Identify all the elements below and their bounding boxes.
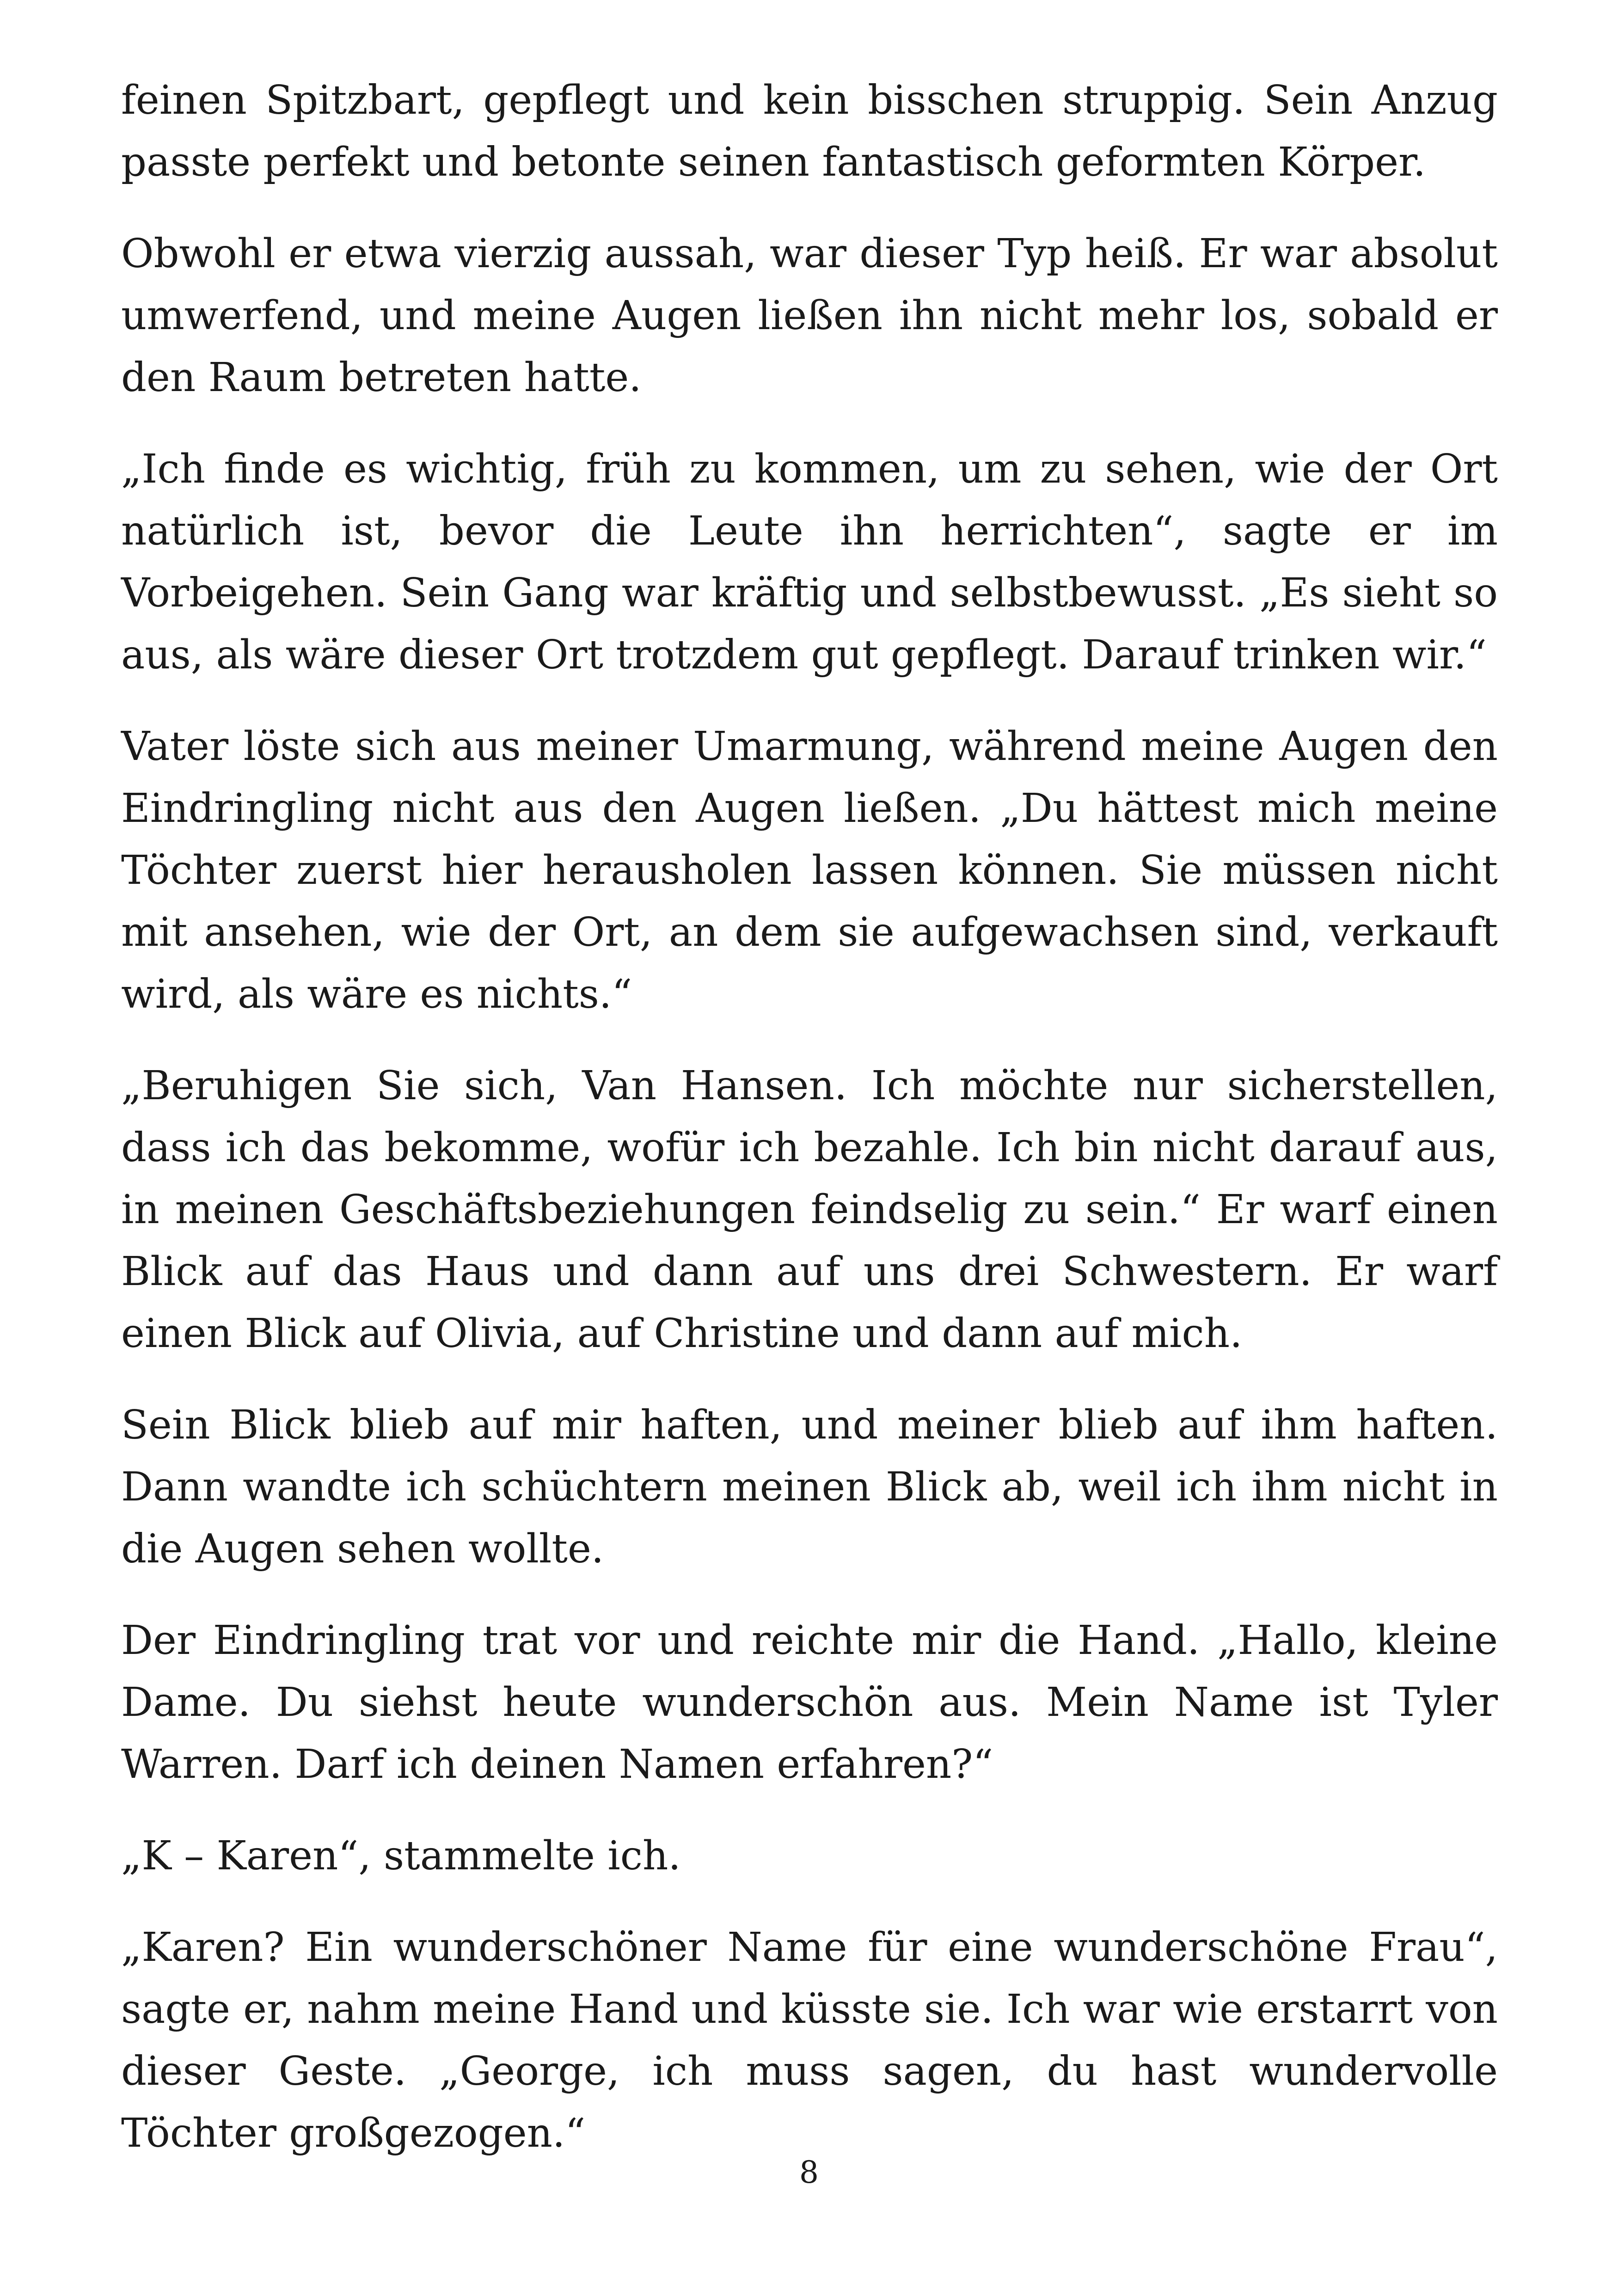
paragraph: Vater löste sich aus meiner Umarmung, während meine Augen den Eindringling nicht aus den Augen ließen. „Du hättest mich meine Töchter zuerst hier herausholen lassen können. Sie müssen nicht mit ansehen, wie der Ort, an dem sie aufgewachsen sind, verkauft wird, als wäre es nichts.“ [121, 723, 1498, 1017]
paragraph: „Ich finde es wichtig, früh zu kommen, um zu sehen, wie der Ort natürlich ist, bevor die Leute ihn herrichten“, sagte er im Vorbeigehen. Sein Gang war kräftig und selbstbewusst. „Es sieht so aus, als wäre dieser Ort trotzdem gut gepflegt. Darauf trinken wir.“ [121, 446, 1498, 678]
paragraph: „Beruhigen Sie sich, Van Hansen. Ich möchte nur sicherstellen, dass ich das bekomme, wofür ich bezahle. Ich bin nicht darauf aus, in meinen Geschäftsbeziehungen feindselig zu sein.“ Er warf einen Blick auf das Haus und dann auf uns drei Schwestern. Er warf einen Blick auf Olivia, auf Christine und dann auf mich. [121, 1063, 1498, 1357]
paragraph: Obwohl er etwa vierzig aussah, war dieser Typ heiß. Er war absolut umwerfend, und meine Augen ließen ihn nicht mehr los, sobald er den Raum betreten hatte. [121, 231, 1498, 401]
page-number: 8 [799, 2155, 819, 2190]
paragraph: feinen Spitzbart, gepflegt und kein bisschen struppig. Sein Anzug passte perfekt und betonte seinen fantastisch geformten Körper. [121, 77, 1498, 185]
paragraph: Der Eindringling trat vor und reichte mir die Hand. „Hallo, kleine Dame. Du siehst heute wunderschön aus. Mein Name ist Tyler Warren. Darf ich deinen Namen erfahren?“ [121, 1617, 1498, 1788]
paragraph: Sein Blick blieb auf mir haften, und meiner blieb auf ihm haften. Dann wandte ich schüchtern meinen Blick ab, weil ich ihm nicht in die Augen sehen wollte. [121, 1402, 1498, 1572]
body-text [121, 69, 1498, 2194]
paragraph: „Karen? Ein wunderschöner Name für eine wunderschöne Frau“, sagte er, nahm meine Hand und küsste sie. Ich war wie erstarrt von dieser Geste. „George, ich muss sagen, du hast wundervolle Töchter großgezogen.“ [121, 1924, 1498, 2156]
paragraph: „K – Karen“, stammelte ich. [121, 1833, 681, 1879]
